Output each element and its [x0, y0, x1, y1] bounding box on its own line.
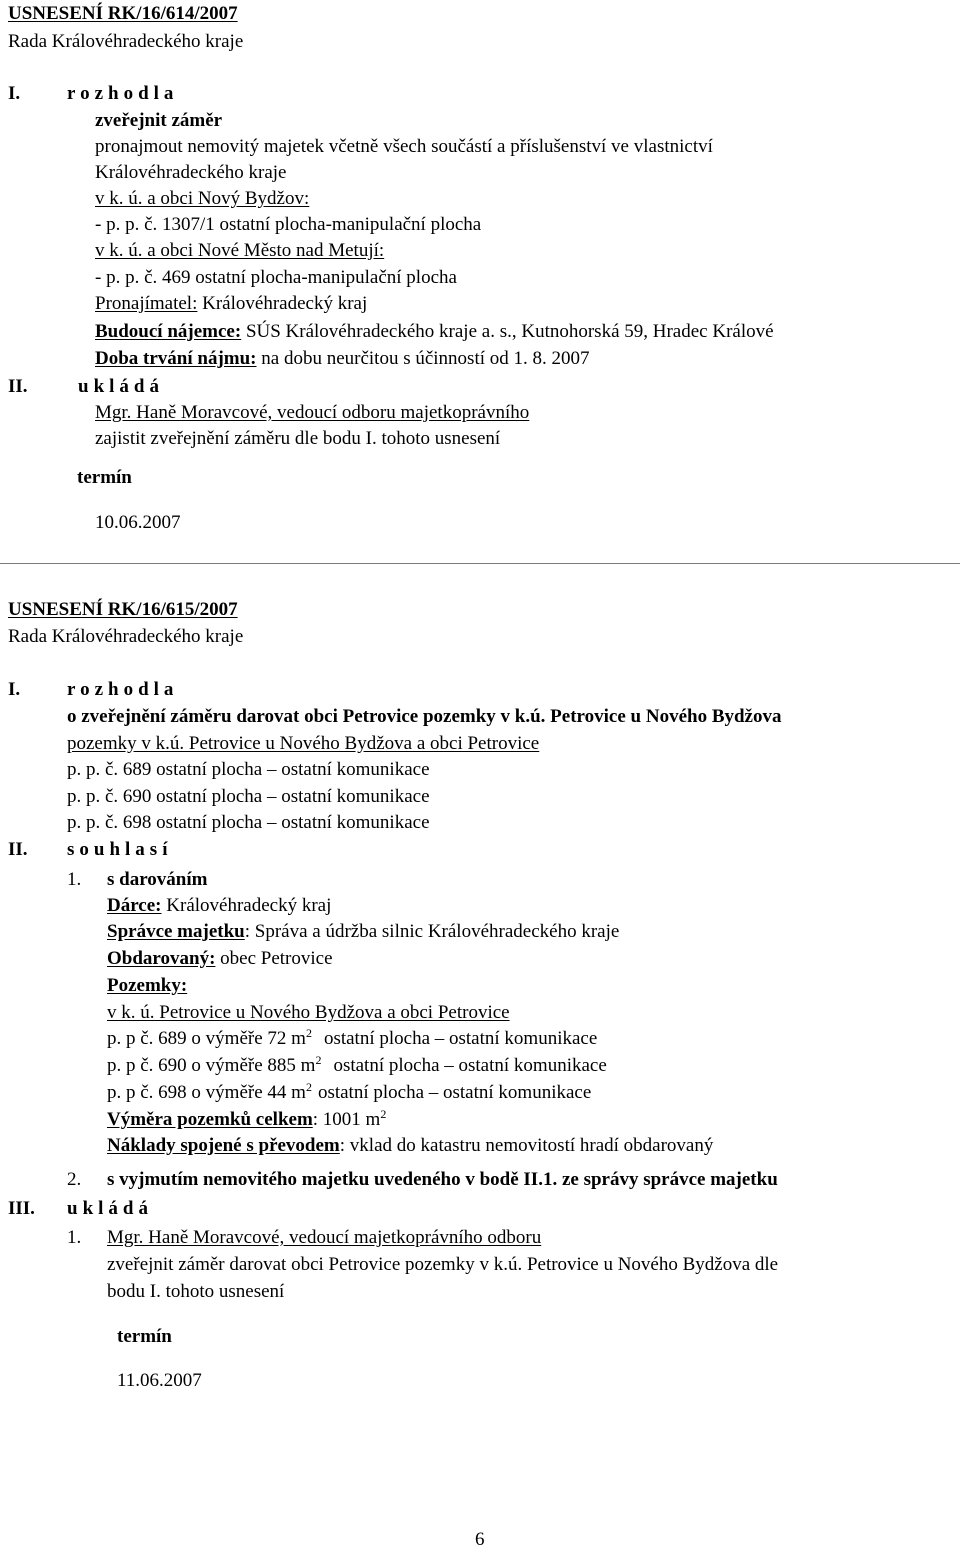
r1-deadline-date: 10.06.2007	[95, 512, 181, 533]
resolution-2-title: USNESENÍ RK/16/615/2007	[8, 599, 238, 620]
r1-lessor-label: Pronajímatel:	[95, 293, 198, 314]
r1-duration-label: Doba trvání nájmu:	[95, 348, 257, 369]
r1-section-ii-verb: ukládá	[78, 376, 164, 397]
r2-parcel-698: p. p. č. 698 ostatní plocha – ostatní komunikace	[67, 812, 430, 833]
r2-area-690-type: ostatní plocha – ostatní komunikace	[333, 1055, 607, 1076]
r2-area-698	[107, 1080, 592, 1103]
r1-task: zajistit zveřejnění záměru dle bodu I. tohoto usnesení	[95, 428, 501, 449]
r1-section-i-verb: rozhodla	[67, 83, 179, 104]
r2-lands-cadastre: v k. ú. Petrovice u Nového Bydžova a obci Petrovice	[107, 1002, 510, 1023]
r1-lessor	[95, 294, 367, 313]
r2-costs-label: Náklady spojené s převodem	[107, 1135, 340, 1156]
r2-recipient-label: Obdarovaný:	[107, 948, 216, 969]
r2-area-698-exp: 2	[305, 1080, 312, 1094]
r2-recipient	[107, 949, 333, 968]
r2-lands-label: Pozemky:	[107, 975, 188, 996]
r2-item-1-number: 1.	[67, 869, 82, 890]
r2-task-number: 1.	[67, 1227, 82, 1248]
r2-section-iii-number: III.	[8, 1198, 35, 1219]
r2-area-690-text: p. p č. 690 o výměře 885 m	[107, 1055, 316, 1076]
r2-area-690-exp: 2	[315, 1053, 322, 1067]
r1-tenant-label: Budoucí nájemce:	[95, 321, 242, 342]
r1-lease-duration	[95, 349, 590, 368]
r1-assignee: Mgr. Haně Moravcové, vedoucí odboru majetkoprávního	[95, 402, 530, 423]
r1-tenant	[95, 322, 774, 341]
section-divider	[0, 563, 960, 564]
r2-area-689	[107, 1026, 598, 1049]
r2-parcel-689: p. p. č. 689 ostatní plocha – ostatní komunikace	[67, 759, 430, 780]
r1-tenant-value: SÚS Královéhradeckého kraje a. s., Kutnohorská 59, Hradec Králové	[241, 321, 774, 342]
r2-deadline-date: 11.06.2007	[117, 1370, 202, 1391]
r1-lease-text: pronajmout nemovitý majetek včetně všech součástí a příslušenství ve vlastnictví	[95, 136, 713, 157]
r2-transfer-costs	[107, 1136, 713, 1155]
r2-area-689-text: p. p č. 689 o výměře 72 m	[107, 1028, 306, 1049]
r2-section-ii-verb: souhlasí	[67, 839, 173, 860]
r1-section-ii-number: II.	[8, 376, 28, 397]
r2-parcel-690: p. p. č. 690 ostatní plocha – ostatní komunikace	[67, 786, 430, 807]
r2-deadline-label: termín	[117, 1326, 172, 1347]
r2-area-698-text: p. p č. 698 o výměře 44 m	[107, 1082, 306, 1103]
r1-section-i-number: I.	[8, 83, 21, 104]
r2-area-698-type: ostatní plocha – ostatní komunikace	[317, 1082, 592, 1103]
resolution-1-title: USNESENÍ RK/16/614/2007	[8, 3, 238, 24]
r2-total-area	[107, 1107, 387, 1130]
r2-costs-value: : vklad do katastru nemovitostí hradí obdarovaný	[339, 1135, 714, 1156]
r2-task-line-2: bodu I. tohoto usnesení	[107, 1281, 285, 1302]
r1-parcel-469: - p. p. č. 469 ostatní plocha-manipulační plocha	[95, 267, 457, 288]
r2-section-i-verb: rozhodla	[67, 679, 179, 700]
resolution-1-council: Rada Královéhradeckého kraje	[8, 31, 244, 52]
r1-parcel-1307: - p. p. č. 1307/1 ostatní plocha-manipulační plocha	[95, 214, 482, 235]
r1-cadastre-nove-mesto: v k. ú. a obci Nové Město nad Metují:	[95, 240, 385, 261]
r2-recipient-value: obec Petrovice	[215, 948, 333, 969]
r2-manager-value: : Správa a údržba silnic Královéhradeckého kraje	[244, 921, 620, 942]
r2-assignee: Mgr. Haně Moravcové, vedoucí majetkoprávního odboru	[107, 1227, 542, 1248]
r2-total-area-label: Výměra pozemků celkem	[107, 1109, 313, 1130]
r2-area-689-exp: 2	[305, 1026, 312, 1040]
r2-total-area-value: : 1001 m	[312, 1109, 381, 1130]
r1-cadastre-novy-bydzov: v k. ú. a obci Nový Bydžov:	[95, 188, 310, 209]
r2-section-iii-verb: ukládá	[67, 1198, 153, 1219]
r2-section-ii-number: II.	[8, 839, 28, 860]
r2-donor-value: Královéhradecký kraj	[161, 895, 332, 916]
resolution-2-council: Rada Královéhradeckého kraje	[8, 626, 244, 647]
r2-subject-line-1: o zveřejnění záměru darovat obci Petrovice pozemky v k.ú. Petrovice u Nového Bydžova	[67, 706, 782, 727]
r1-duration-value: na dobu neurčitou s účinností od 1. 8. 2007	[256, 348, 590, 369]
r2-area-690	[107, 1053, 607, 1076]
r2-manager-label: Správce majetku	[107, 921, 245, 942]
r2-section-i-number: I.	[8, 679, 21, 700]
r1-lessor-value: Královéhradecký kraj	[197, 293, 368, 314]
r2-total-area-exp: 2	[380, 1107, 387, 1121]
r2-donor	[107, 896, 331, 915]
r2-task-line-1: zveřejnit záměr darovat obci Petrovice pozemky v k.ú. Petrovice u Nového Bydžova dle	[107, 1254, 779, 1275]
page-number: 6	[475, 1529, 485, 1550]
r2-property-manager	[107, 922, 619, 941]
r2-item-2-text: s vyjmutím nemovitého majetku uvedeného v bodě II.1. ze správy správce majetku	[107, 1169, 778, 1190]
r2-donor-label: Dárce:	[107, 895, 162, 916]
r1-publish-intent: zveřejnit záměr	[95, 110, 223, 131]
r2-item-2-number: 2.	[67, 1169, 82, 1190]
r1-deadline-label: termín	[77, 467, 132, 488]
r2-subject-line-2: pozemky v k.ú. Petrovice u Nového Bydžova a obci Petrovice	[67, 733, 540, 754]
r2-area-689-type: ostatní plocha – ostatní komunikace	[323, 1028, 598, 1049]
r2-item-1-title: s darováním	[107, 869, 208, 890]
r1-region-text: Královéhradeckého kraje	[95, 162, 287, 183]
